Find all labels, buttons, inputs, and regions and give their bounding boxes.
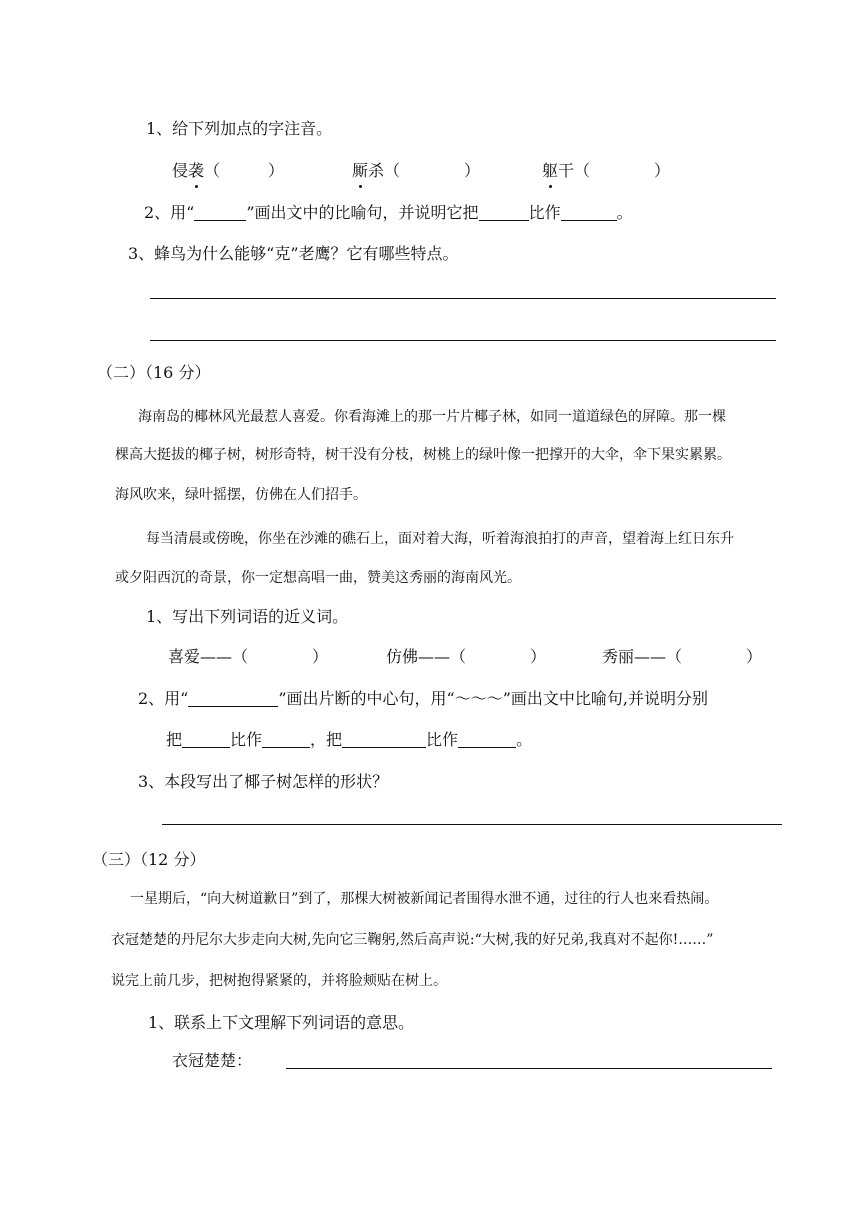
term-label: 衣冠楚楚： (172, 1051, 253, 1070)
answer-line[interactable] (162, 824, 782, 825)
answer-blank[interactable] (479, 204, 529, 221)
answer-blank[interactable] (342, 731, 426, 748)
answer-blank[interactable] (188, 690, 278, 707)
answer-blank[interactable] (561, 204, 617, 221)
passage-3-line: 一星期后，“向大树道歉日”到了，那棵大树被新闻记者围得水泄不通，过往的行人也来看热闹。 (130, 891, 719, 907)
dotted-char: 躯 (542, 161, 559, 180)
dotted-char: 袭 (188, 161, 205, 180)
question-2-3: 3、本段写出了椰子树怎样的形状？ (138, 772, 389, 791)
synonym-item-3: 秀丽——（ ） (602, 647, 763, 666)
question-1-1: 1、给下列加点的字注音。 (146, 119, 333, 138)
answer-blank[interactable] (458, 731, 516, 748)
answer-blank[interactable] (182, 731, 230, 748)
passage-3-line: 衣冠楚楚的丹尼尔大步走向大树,先向它三鞠躬,然后高声说:“大树,我的好兄弟,我真对不起你!……” (111, 932, 714, 948)
passage-3-line: 说完上前几步，把树抱得紧紧的，并将脸颊贴在树上。 (111, 973, 447, 989)
pinyin-item-2: 厮杀（ ） (352, 161, 481, 180)
question-2-2-cont: 把 比作 ，把 比作 。 (166, 730, 533, 749)
answer-blank[interactable] (194, 204, 246, 221)
section-3-heading: （三）（12 分） (92, 850, 206, 869)
pinyin-item-3: 躯干（ ） (542, 161, 671, 180)
answer-line[interactable] (150, 340, 776, 341)
question-2-1: 1、写出下列词语的近义词。 (146, 607, 349, 626)
passage-2-line: 每当清晨或傍晚，你坐在沙滩的礁石上，面对着大海，听着海浪拍打的声音，望着海上红日东升 (146, 531, 734, 547)
passage-2-line: 或夕阳西沉的奇景，你一定想高唱一曲，赞美这秀丽的海南风光。 (115, 570, 521, 586)
answer-blank[interactable] (262, 731, 310, 748)
question-3-1: 1、联系上下文理解下列词语的意思。 (148, 1013, 415, 1032)
dotted-char: 厮 (352, 161, 369, 180)
passage-2-line: 海风吹来，绿叶摇摆，仿佛在人们招手。 (115, 487, 367, 503)
passage-2-line: 棵高大挺拔的椰子树，树形奇特，树干没有分枝，树桃上的绿叶像一把撑开的大伞，伞下果实累累。 (115, 447, 731, 463)
section-2-heading: （二）（16 分） (97, 363, 211, 382)
answer-line[interactable] (286, 1068, 772, 1069)
pinyin-item-1: 侵袭（ ） (172, 161, 285, 180)
passage-2-line: 海南岛的椰林风光最惹人喜爱。你看海滩上的那一片片椰子林，如同一道道绿色的屏障。那一棵 (138, 409, 726, 425)
question-1-3: 3、蜂鸟为什么能够“克”老鹰？它有哪些特点。 (128, 244, 459, 263)
synonym-item-1: 喜爱——（ ） (168, 647, 329, 666)
question-1-2: 2、用“ ”画出文中的比喻句，并说明它把 比作 。 (144, 203, 633, 222)
question-2-2: 2、用“ ”画出片断的中心句，用“～～～”画出文中比喻句,并说明分别 (138, 689, 709, 708)
synonym-item-2: 仿佛——（ ） (386, 647, 547, 666)
answer-line[interactable] (150, 298, 776, 299)
